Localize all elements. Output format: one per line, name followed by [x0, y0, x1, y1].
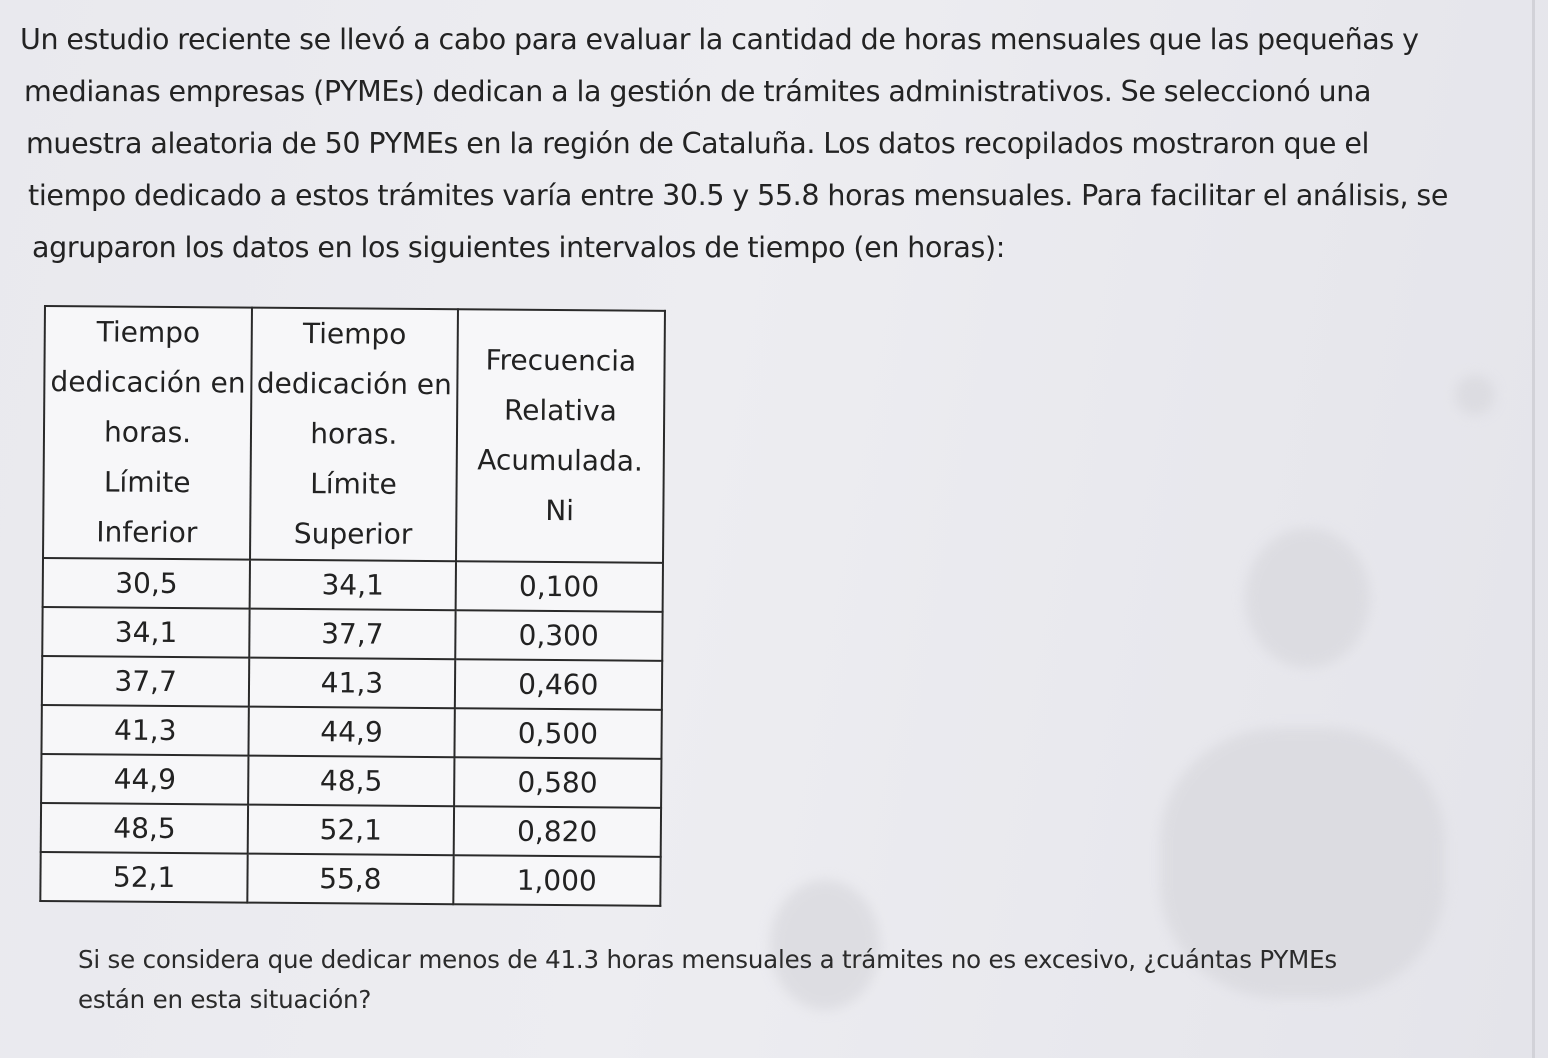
table-row	[41, 705, 661, 759]
cumulative-frequency-cell: 0,460	[454, 659, 662, 710]
cumulative-frequency-cell: 0,580	[454, 757, 662, 808]
lower-limit-cell: 41,3	[41, 705, 249, 756]
header-lower-limit: Tiempo dedicación en horas. Límite Inferior	[43, 306, 252, 560]
lower-limit-cell: 34,1	[42, 607, 250, 658]
table-row	[40, 852, 660, 906]
table-row	[42, 607, 662, 661]
problem-line: muestra aleatoria de 50 PYMEs en la región de Cataluña. Los datos recopilados mostraron que el	[26, 127, 1370, 160]
question-line: están en esta situación?	[78, 985, 372, 1014]
cumulative-frequency-cell: 0,500	[454, 708, 662, 759]
table-row	[42, 656, 662, 710]
upper-limit-cell: 55,8	[248, 854, 454, 905]
problem-line: agruparon los datos en los siguientes intervalos de tiempo (en horas):	[32, 231, 1006, 264]
header-upper-limit: Tiempo dedicación en horas. Límite Superior	[250, 308, 457, 562]
upper-limit-cell: 34,1	[250, 560, 456, 611]
problem-line: tiempo dedicado a estos trámites varía entre 30.5 y 55.8 horas mensuales. Para facilitar el análisis, se	[28, 179, 1449, 212]
cumulative-frequency-cell: 0,100	[455, 561, 663, 612]
upper-limit-cell: 44,9	[249, 707, 455, 758]
lower-limit-cell: 48,5	[41, 803, 249, 854]
table-row	[41, 803, 661, 857]
problem-statement	[20, 14, 1520, 274]
question-text	[78, 940, 1518, 1020]
question-line: Si se considera que dedicar menos de 41.3 horas mensuales a trámites no es excesivo, ¿cuántas PYMEs	[78, 945, 1337, 974]
problem-line: Un estudio reciente se llevó a cabo para evaluar la cantidad de horas mensuales que las pequeñas y	[20, 23, 1419, 56]
cumulative-frequency-cell: 0,300	[455, 610, 663, 661]
cumulative-frequency-cell: 1,000	[453, 855, 661, 906]
glare-spot	[1245, 528, 1370, 668]
upper-limit-cell: 41,3	[249, 658, 455, 709]
frequency-table	[39, 305, 666, 907]
upper-limit-cell: 37,7	[249, 609, 455, 660]
upper-limit-cell: 48,5	[248, 756, 454, 807]
table-header-row	[43, 306, 665, 563]
table-row	[41, 754, 661, 808]
glare-spot	[1455, 375, 1495, 415]
header-cumulative-frequency: Frecuencia Relativa Acumulada. Ni	[456, 309, 665, 563]
lower-limit-cell: 44,9	[41, 754, 249, 805]
lower-limit-cell: 30,5	[43, 558, 251, 609]
problem-line: medianas empresas (PYMEs) dedican a la gestión de trámites administrativos. Se seleccionó una	[24, 75, 1372, 108]
cumulative-frequency-cell: 0,820	[453, 806, 661, 857]
lower-limit-cell: 52,1	[40, 852, 248, 903]
upper-limit-cell: 52,1	[248, 805, 454, 856]
table-row	[43, 558, 663, 612]
lower-limit-cell: 37,7	[42, 656, 250, 707]
screen-edge	[1532, 0, 1535, 1058]
